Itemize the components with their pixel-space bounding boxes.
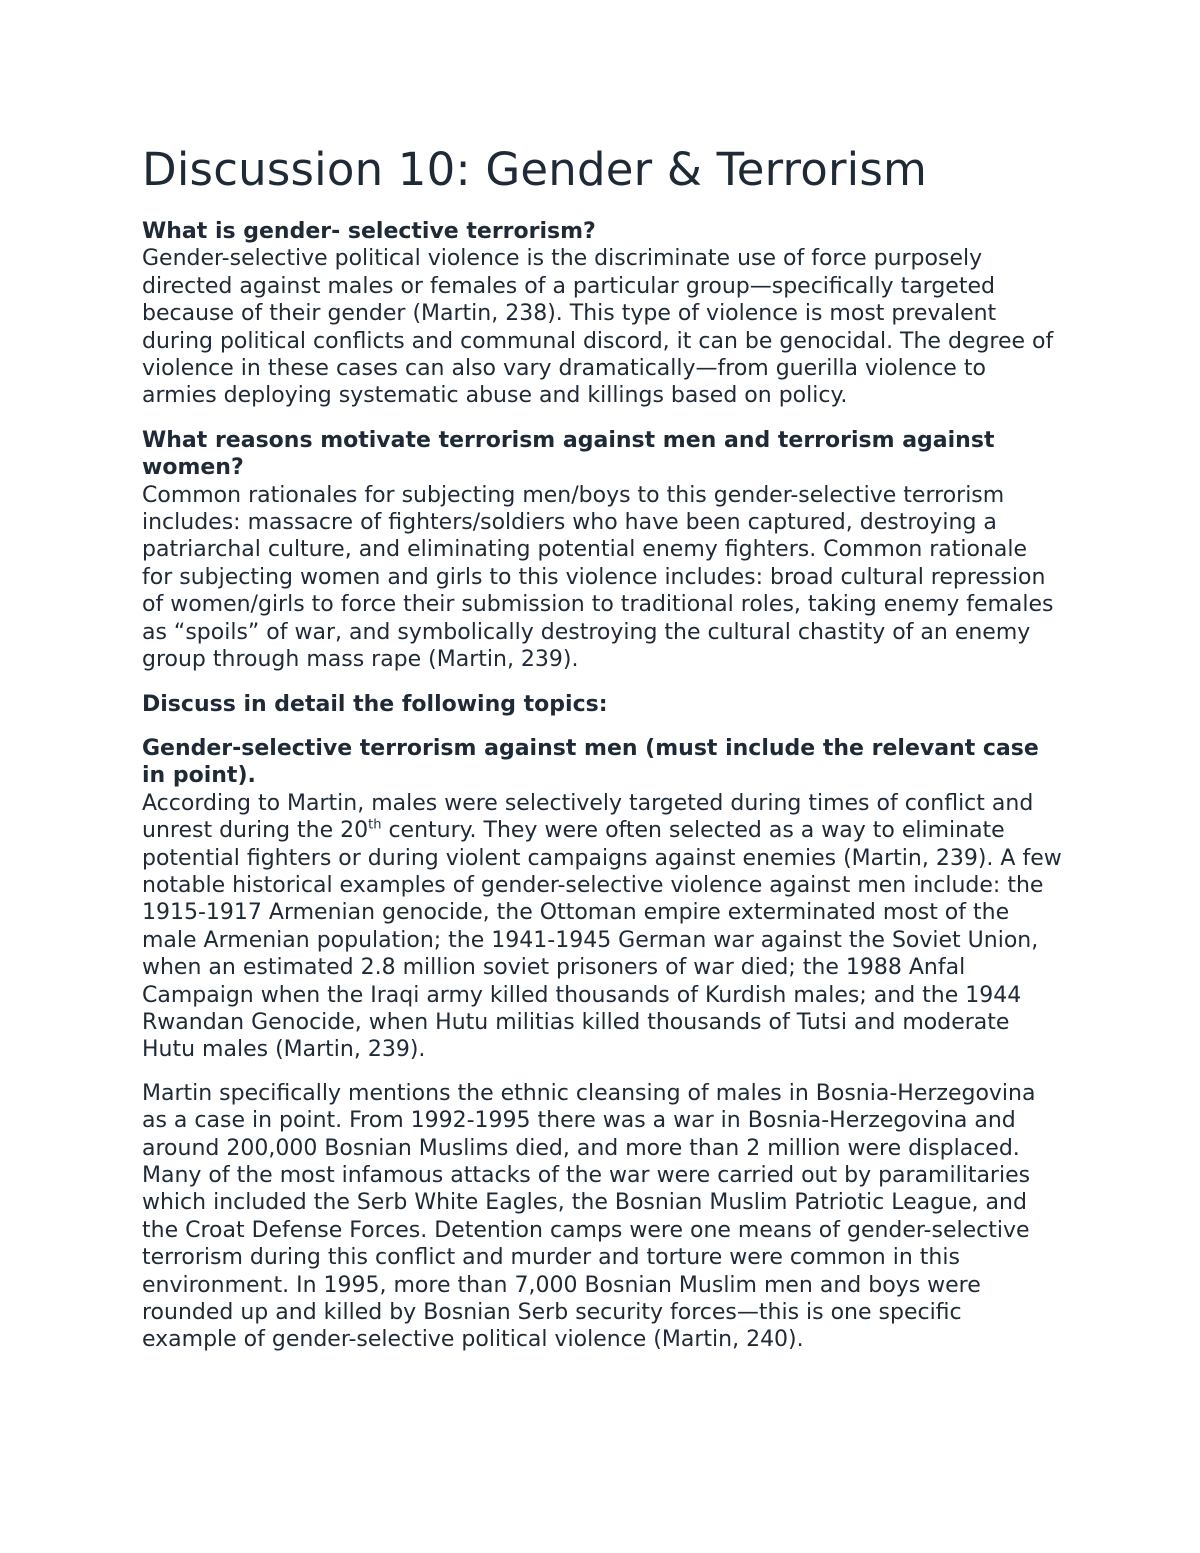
question-2-heading: What reasons motivate terrorism against men and terrorism against women? xyxy=(142,427,995,481)
discuss-topics-heading: Discuss in detail the following topics: xyxy=(142,691,608,717)
answer-1-paragraph: Gender-selective political violence is the discriminate use of force purposely directed against males or females of a particular group—specifically targeted because of their gender (Martin, 238). This type of violence is most prevalent during political conflicts and communal discord, it can be genocidal. The degree of violence in these cases can also vary dramatically—from guerilla violence to armies deploying systematic abuse and killings based on policy. xyxy=(142,246,1054,409)
answer-2-paragraph: Common rationales for subjecting men/boys to this gender-selective terrorism includes: massacre of fighters/soldiers who have been captured, destroying a patriarchal culture, and eliminating potential enemy fighters. Common rationale for subjecting women and girls to this violence includes: broad cultural repression of women/girls to force their submission to traditional roles, taking enemy females as “spoils” of war, and symbolically destroying the cultural chastity of an enemy group through mass rape (Martin, 239). xyxy=(142,482,1054,673)
topic-men-paragraph-2: Martin specifically mentions the ethnic cleansing of males in Bosnia-Herzegovina as a case in point. From 1992-1995 there was a war in Bosnia-Herzegovina and around 200,000 Bosnian Muslims died, and more than 2 million were displaced. Many of the most infamous attacks of the war were carried out by paramilitaries which included the Serb White Eagles, the Bosnian Muslim Patriotic League, and the Croat Defense Forces. Detention camps were one means of gender-selective terrorism during this conflict and murder and torture were common in this environment. In 1995, more than 7,000 Bosnian Muslim men and boys were rounded up and killed by Bosnian Serb security forces—this is one specific example of gender-selective political violence (Martin, 240). xyxy=(142,1080,1036,1353)
ordinal-suffix: th xyxy=(368,817,382,833)
document-title: Discussion 10: Gender & Terrorism xyxy=(142,143,928,196)
topic-men-text-a: According to Martin, males were selectively targeted during times of conflict and unrest during the 20 xyxy=(142,790,1034,844)
document-page xyxy=(142,140,1062,1354)
topic-men-paragraph-1 xyxy=(142,790,1062,1064)
topic-men-heading: Gender-selective terrorism against men (must include the relevant case in point). xyxy=(142,735,1039,789)
question-1-heading: What is gender- selective terrorism? xyxy=(142,219,596,244)
topic-men-text-b: century. They were often selected as a way to eliminate potential fighters or during violent campaigns against enemies (Martin, 239). A few notable historical examples of gender-selective violence against men include: the 1915-1917 Armenian genocide, the Ottoman empire exterminated most of the male Armenian population; the 1941-1945 German war against the Soviet Union, when an estimated 2.8 million soviet prisoners of war died; the 1988 Anfal Campaign when the Iraqi army killed thousands of Kurdish males; and the 1944 Rwandan Genocide, when Hutu militias killed thousands of Tutsi and moderate Hutu males (Martin, 239). xyxy=(142,818,1062,1063)
